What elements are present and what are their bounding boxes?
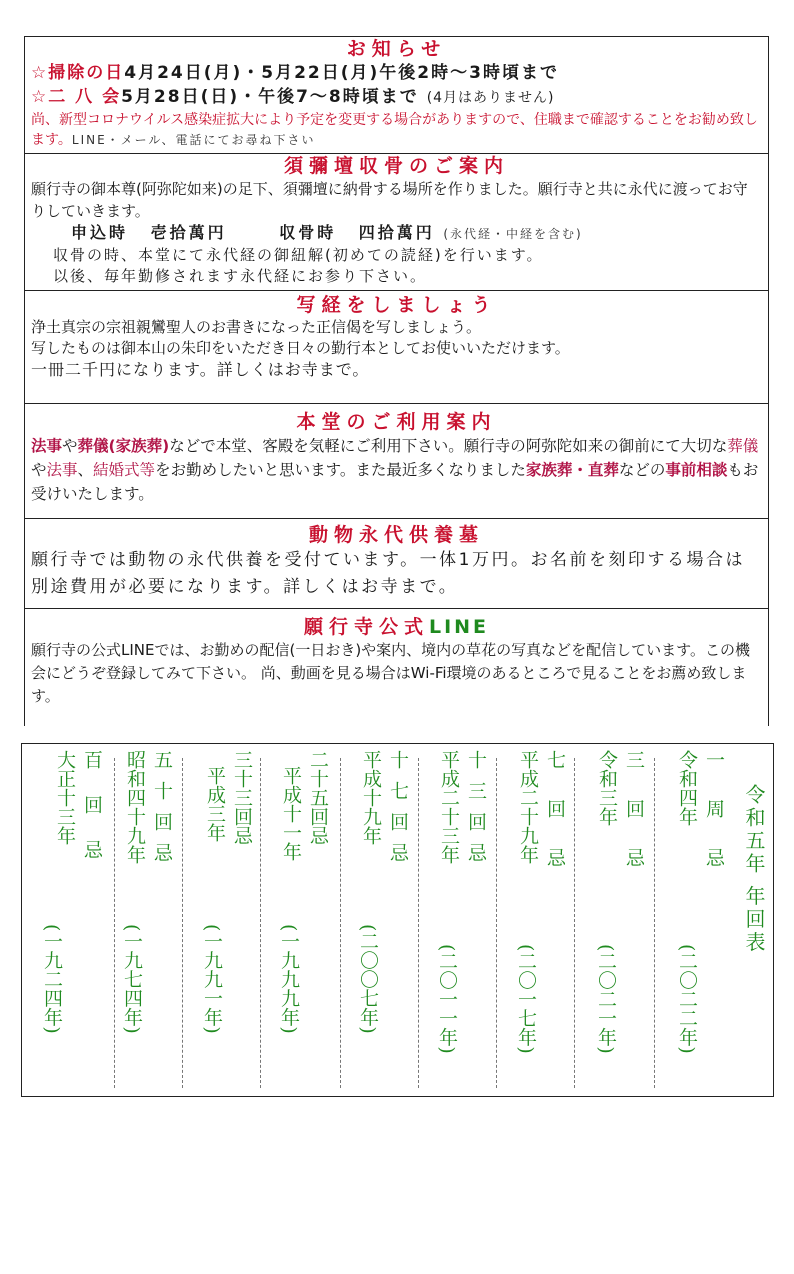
cleaning-day-dates: 4月24日(月)・5月22日(月)午後2時〜3時頃まで [124,63,559,83]
memorial-name: 三回忌 [623,750,645,897]
price1-label: 申込時 [71,223,129,242]
column-divider [114,758,115,1088]
notice-section [25,37,768,154]
nihachi-line [31,85,762,110]
shumidan-note2: 以後、毎年勤修されます永代経にお参り下さい。 [53,267,428,285]
shumidan-prices [31,222,762,245]
nihachi-note: (4月はありません) [426,90,555,106]
column-divider [182,758,183,1088]
hondo-keyword: 結婚式等 [93,461,156,479]
nenkai-col-5-year: (二〇〇七年) [357,924,379,1034]
memorial-name: 十七回忌 [387,750,409,874]
nenkai-col-3-year: (二〇一七年) [515,944,537,1054]
hondo-text-part: や [62,437,78,455]
line-section [25,609,768,727]
nenkai-col-8-year: (一九七四年) [121,924,143,1034]
column-divider [654,758,655,1088]
hondo-title: 本堂のご利用案内 [296,411,497,433]
hondo-keyword: 葬儀 [727,437,759,455]
hondo-keyword: 事前相談 [665,461,728,479]
memorial-era: 平成三年 [204,766,226,842]
memorial-era: 昭和四十九年 [124,750,146,864]
line-text: 願行寺の公式LINEでは、お勤めの配信(一日おき)や案内、境内の草花の写真などを配信しています。この機会にどうぞ登録してみて下さい。 尚、動画を見る場合はWi-Fi環境のあるところで見ることをお薦め致します。 [31,641,750,705]
column-divider [340,758,341,1088]
hondo-keyword: 法事 [46,461,78,479]
hondo-keyword: 葬儀(家族葬) [77,437,170,455]
memorial-era: 平成二十三年 [438,750,460,864]
shumidan-text: 願行寺の御本尊(阿弥陀如来)の足下、須彌壇に納骨する場所を作りました。願行寺と共に永代に渡ってお守りしていきます。 [31,180,748,220]
shumidan-title: 須彌壇収骨のご案内 [283,155,509,177]
price1-value: 壱拾萬円 [150,223,227,242]
nenkai-col-9-year: (一九二四年) [41,924,63,1034]
hondo-keyword: 法事 [31,437,63,455]
notice-title: お知らせ [346,38,447,60]
nenkai-table [21,743,774,1097]
price2-label: 収骨時 [279,223,337,242]
nenkai-col-4-year: (二〇一一年) [436,944,458,1054]
notice-board [24,36,769,726]
nenkai-col-9 [54,750,106,1080]
memorial-era: 平成十一年 [280,766,302,861]
shumidan-note1: 収骨の時、本堂にて永代経の御紐解(初めての読経)を行います。 [53,246,544,264]
hondo-text-part: 、 [77,461,94,479]
nenkai-col-6-year: (一九九九年) [278,924,300,1034]
nihachi-dates: 5月28日(日)・午後7〜8時頃まで [121,87,419,107]
nenkai-heading: 令和五年 年回表 [742,784,766,955]
line-title-suffix: LINE [428,616,490,638]
memorial-name: 二十五回忌 [307,750,329,845]
column-divider [260,758,261,1088]
memorial-name: 五十回忌 [151,750,173,874]
memorial-era: 大正十三年 [54,750,76,845]
memorial-name: 百回忌 [81,750,103,885]
column-divider [574,758,575,1088]
pet-section [25,519,768,609]
shakyo-title: 写経をしましょう [296,294,497,316]
hondo-keyword: 家族葬・直葬 [525,461,619,479]
memorial-era: 平成十九年 [360,750,382,845]
line-title-prefix: 願行寺公式 [303,616,429,638]
nenkai-col-1-year: (二〇二二年) [676,944,698,1054]
memorial-era: 平成二十九年 [517,750,539,864]
price-note: (永代経・中経を含む) [443,227,583,241]
hondo-text-part: もお受けいたします。 [31,461,759,503]
memorial-name: 三十三回忌 [231,750,253,845]
cleaning-day-line [31,61,762,85]
covid-warning [31,110,762,150]
memorial-name: 七回忌 [544,750,566,897]
pet-text: 願行寺では動物の永代供養を受付ています。一体1万円。お名前を刻印する場合は別途費用が必要になります。詳しくはお寺まで。 [31,550,745,597]
hondo-text [31,434,762,506]
nenkai-col-2-year: (二〇二一年) [595,944,617,1054]
shumidan-section [25,154,768,291]
hondo-text-part: などの [618,461,666,479]
memorial-era: 令和三年 [596,750,618,826]
memorial-era: 令和四年 [676,750,698,826]
cleaning-day-label: ☆掃除の日 [31,63,125,83]
column-divider [496,758,497,1088]
line-title [31,615,762,639]
shakyo-line1: 浄土真宗の宗祖親鸞聖人のお書きになった正信偈を写しましょう。 [31,318,482,336]
pet-title: 動物永代供養墓 [308,524,484,546]
contact-note: LINE・メール、電話にてお尋ね下さい [71,133,316,147]
nenkai-col-7-year: (一九九一年) [201,924,223,1034]
column-divider [418,758,419,1088]
shakyo-line2: 写したものは御本山の朱印をいただき日々の勤行本としてお使いいただけます。 [31,339,570,357]
memorial-name: 十三回忌 [465,750,487,874]
price2-value: 四拾萬円 [358,223,435,242]
hondo-text-part: や [31,461,47,479]
hondo-text-part: などで本堂、客殿を気軽にご利用下さい。願行寺の阿弥陀如来の御前にて大切な [169,437,728,455]
nihachi-label: ☆二 八 会 [31,87,122,107]
shakyo-line3: 一冊二千円になります。詳しくはお寺まで。 [31,360,370,379]
hondo-section [25,404,768,519]
hondo-text-part: をお勤めしたいと思います。また最近多くなりました [155,461,526,479]
memorial-name: 一周忌 [703,750,725,897]
covid-warning-text: 尚、新型コロナウイルス感染症拡大により予定を変更する場合がありますので、住職まで確認することをお勧め致します。 [31,112,758,148]
shakyo-section [25,291,768,404]
